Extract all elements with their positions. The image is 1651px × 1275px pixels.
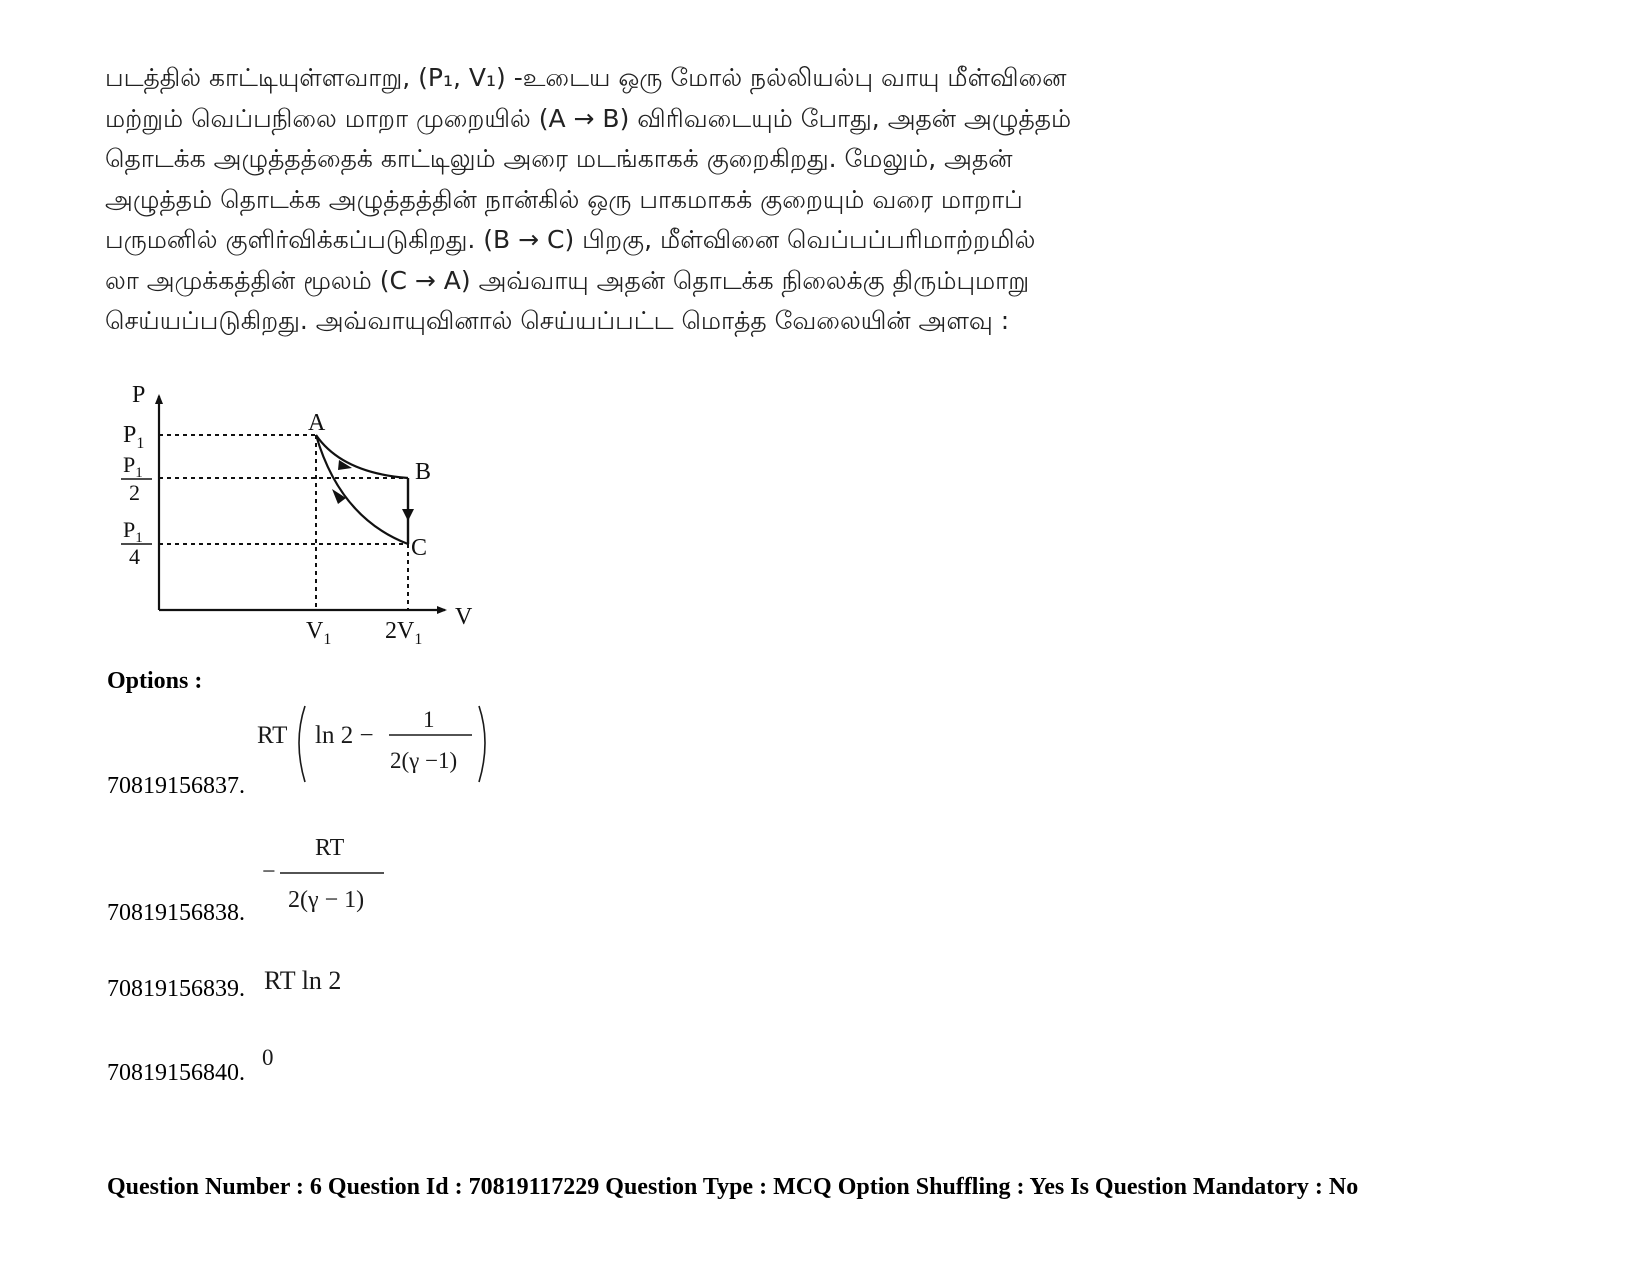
denominator: 2(γ − 1) xyxy=(288,887,365,913)
option-id: 70819156840. xyxy=(107,1060,245,1086)
question-line: மற்றும் வெப்பநிலை மாறா முறையில் (A → B) விரிவடையும் போது, அதன் அழுத்தம் xyxy=(105,103,1072,133)
half-p1-num xyxy=(123,452,143,481)
right-paren xyxy=(479,706,485,782)
question-line: தொடக்க அழுத்தத்தைக் காட்டிலும் அரை மடங்காகக் குறைகிறது. மேலும், அதன் xyxy=(105,144,1013,173)
p1-label xyxy=(123,422,144,452)
option-id: 70819156837. xyxy=(107,773,245,799)
half-p1-num-sub: 1 xyxy=(135,465,143,481)
denominator: 2(γ −1) xyxy=(390,748,458,773)
pv-diagram xyxy=(110,378,490,653)
point-a-label: A xyxy=(308,410,326,436)
quarter-p1-den: 4 xyxy=(129,544,140,569)
point-b-label: B xyxy=(415,459,432,485)
options-label: Options : xyxy=(107,668,203,694)
v1-main: V xyxy=(306,618,324,644)
v1-label xyxy=(306,618,331,648)
quarter-p1-num-main: P xyxy=(123,517,136,542)
2v1-sub: 1 xyxy=(414,631,423,648)
option-formula: RT ln 2 xyxy=(264,966,342,995)
question-text xyxy=(105,58,1213,342)
half-p1-den: 2 xyxy=(129,480,140,505)
2v1-main: 2V xyxy=(385,618,415,644)
option-formula xyxy=(255,698,495,790)
question-line: லா அமுக்கத்தின் மூலம் (C → A) அவ்வாயு அதன் தொடக்க நிலைக்கு திரும்புமாறு xyxy=(105,265,1030,295)
question-line: அழுத்தம் தொடக்க அழுத்தத்தின் நான்கில் ஒரு பாகமாகக் குறையும் வரை மாறாப் xyxy=(105,184,1023,214)
v-axis-label: V xyxy=(455,604,473,630)
p1-main: P xyxy=(123,422,137,448)
option-formula: 0 xyxy=(262,1045,274,1070)
2v1-label xyxy=(385,618,422,648)
question-line: செய்யப்படுகிறது. அவ்வாயுவினால் செய்யப்பட்ட மொத்த வேலையின் அளவு : xyxy=(105,306,1010,335)
question-line: படத்தில் காட்டியுள்ளவாறு, (P₁, V₁) -உடைய ஒரு மோல் நல்லியல்பு வாயு மீள்வினை xyxy=(105,63,1067,92)
ln-text: ln 2 − xyxy=(315,722,374,749)
p1-sub: 1 xyxy=(136,435,145,452)
option-formula xyxy=(260,828,400,913)
point-c-label: C xyxy=(411,535,428,561)
left-paren xyxy=(299,706,305,782)
numerator: RT xyxy=(315,835,345,861)
minus-sign: − xyxy=(262,859,276,885)
half-p1-num-main: P xyxy=(123,452,136,477)
question-line: பருமனில் குளிர்விக்கப்படுகிறது. (B → C) பிறகு, மீள்வினை வெப்பப்பரிமாற்றமில் xyxy=(105,225,1036,254)
p-axis-label: P xyxy=(132,382,146,408)
rt-text: RT xyxy=(257,722,288,749)
quarter-p1-num xyxy=(123,517,143,546)
option-id: 70819156838. xyxy=(107,900,245,926)
numerator: 1 xyxy=(423,707,435,732)
option-id: 70819156839. xyxy=(107,976,245,1002)
question-meta: Question Number : 6 Question Id : 70819117229 Question Type : MCQ Option Shuffling : Yes Is Question Mandatory : No xyxy=(107,1174,1359,1200)
quarter-p1-num-sub: 1 xyxy=(135,530,143,546)
arrow-bc xyxy=(402,509,414,521)
v1-sub: 1 xyxy=(323,631,332,648)
